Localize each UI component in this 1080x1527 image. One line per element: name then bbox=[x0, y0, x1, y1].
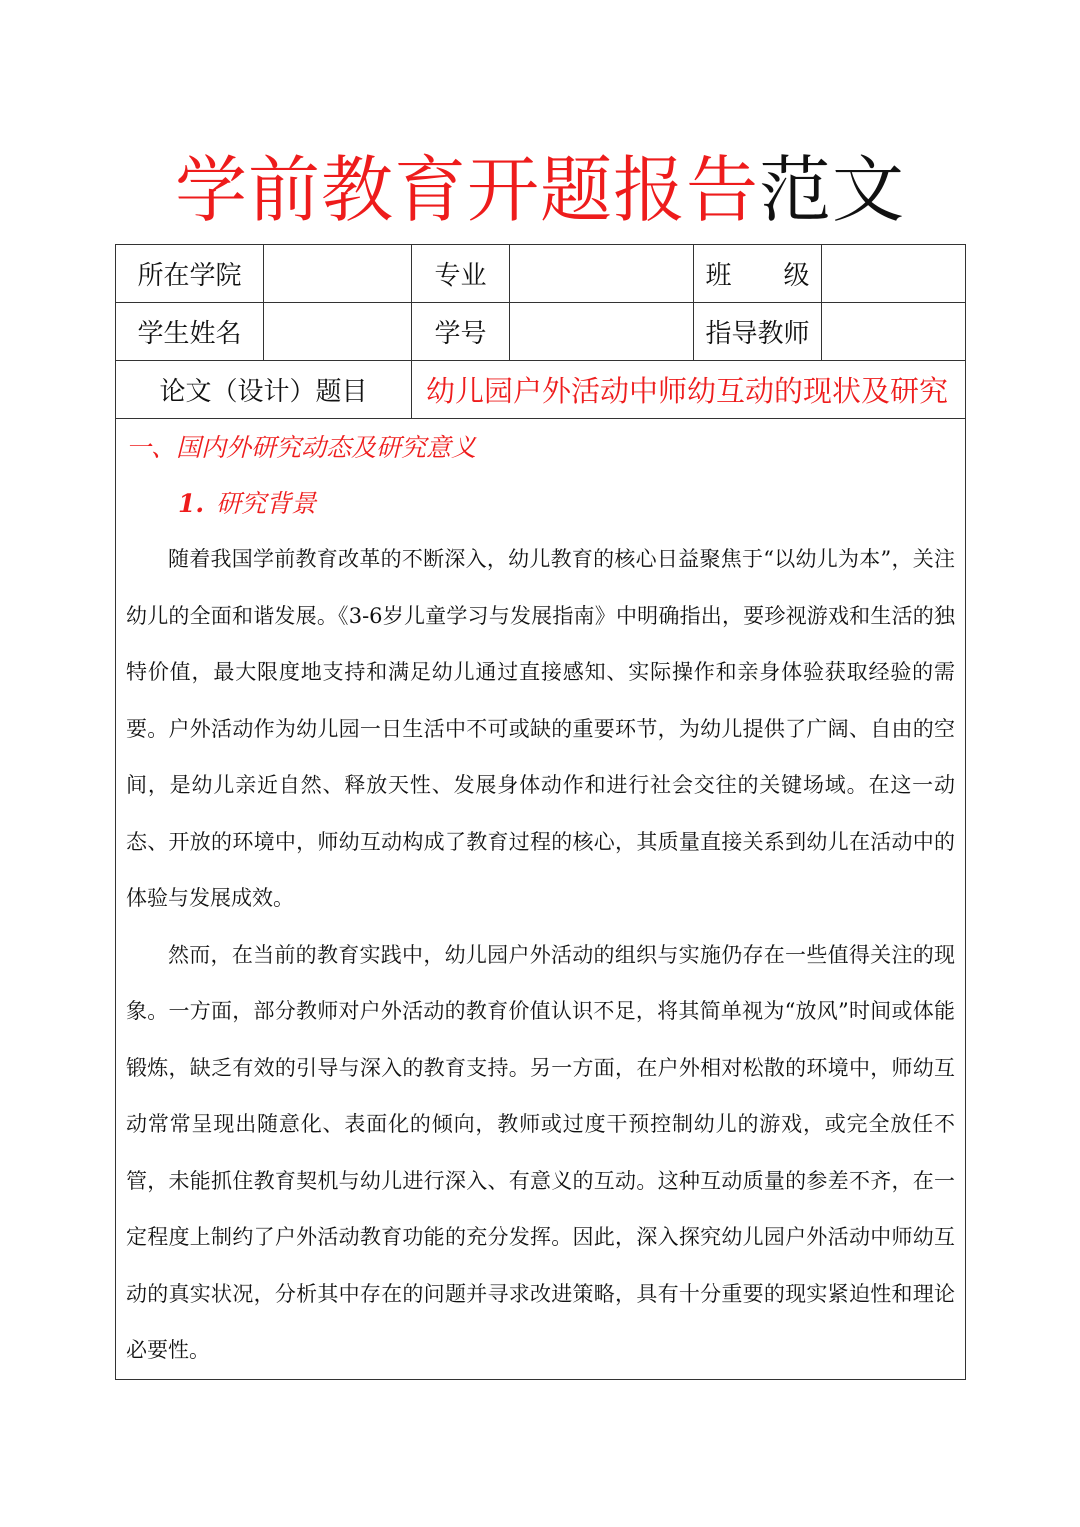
page-title-main: 学前教育开题报告 bbox=[174, 148, 759, 232]
form-row-student bbox=[116, 303, 966, 361]
topic-label: 论文（设计）题目 bbox=[116, 361, 412, 419]
college-value[interactable] bbox=[264, 245, 412, 303]
subsection-heading bbox=[178, 489, 965, 519]
major-label: 专业 bbox=[412, 245, 510, 303]
student-id-label: 学号 bbox=[412, 303, 510, 361]
page-title bbox=[0, 140, 1080, 240]
topic-value: 幼儿园户外活动中师幼互动的现状及研究 bbox=[412, 361, 966, 419]
advisor-value[interactable] bbox=[822, 303, 966, 361]
form-row-topic bbox=[116, 361, 966, 419]
subsection-title: 研究背景 bbox=[216, 489, 317, 518]
page-title-suffix: 范文 bbox=[759, 148, 906, 232]
student-name-label: 学生姓名 bbox=[116, 303, 264, 361]
body-paragraph: 然而，在当前的教育实践中，幼儿园户外活动的组织与实施仍存在一些值得关注的现象。一方面，部分教师对户外活动的教育价值认识不足，将其简单视为“放风”时间或体能锻炼，缺乏有效的引导与深入的教育支持。另一方面，在户外相对松散的环境中，师幼互动常常呈现出随意化、表面化的倾向，教师或过度干预控制幼儿的游戏，或完全放任不管，未能抓住教育契机与幼儿进行深入、有意义的互动。这种互动质量的参差不齐，在一定程度上制约了户外活动教育功能的充分发挥。因此，深入探究幼儿园户外活动中师幼互动的真实状况，分析其中存在的问题并寻求改进策略，具有十分重要的现实紧迫性和理论必要性。 bbox=[126, 942, 955, 1362]
subsection-number: 1. bbox=[178, 489, 205, 518]
form-row-content bbox=[116, 419, 966, 1380]
major-value[interactable] bbox=[510, 245, 694, 303]
form-row-college bbox=[116, 245, 966, 303]
class-label: 班 级 bbox=[694, 245, 822, 303]
section-heading: 一、国内外研究动态及研究意义 bbox=[126, 433, 477, 462]
student-name-value[interactable] bbox=[264, 303, 412, 361]
body-paragraph: 随着我国学前教育改革的不断深入，幼儿教育的核心日益聚焦于“以幼儿为本”，关注幼儿的全面和谐发展。《3-6岁儿童学习与发展指南》中明确指出，要珍视游戏和生活的独特价值，最大限度地支持和满足幼儿通过直接感知、实际操作和亲身体验获取经验的需要。户外活动作为幼儿园一日生活中不可或缺的重要环节，为幼儿提供了广阔、自由的空间，是幼儿亲近自然、释放天性、发展身体动作和进行社会交往的关键场域。在这一动态、开放的环境中，师幼互动构成了教育过程的核心，其质量直接关系到幼儿在活动中的体验与发展成效。 bbox=[126, 547, 955, 910]
content-cell bbox=[116, 419, 966, 1380]
college-label: 所在学院 bbox=[116, 245, 264, 303]
proposal-form-table bbox=[115, 244, 966, 1380]
class-value[interactable] bbox=[822, 245, 966, 303]
student-id-value[interactable] bbox=[510, 303, 694, 361]
advisor-label: 指导教师 bbox=[694, 303, 822, 361]
